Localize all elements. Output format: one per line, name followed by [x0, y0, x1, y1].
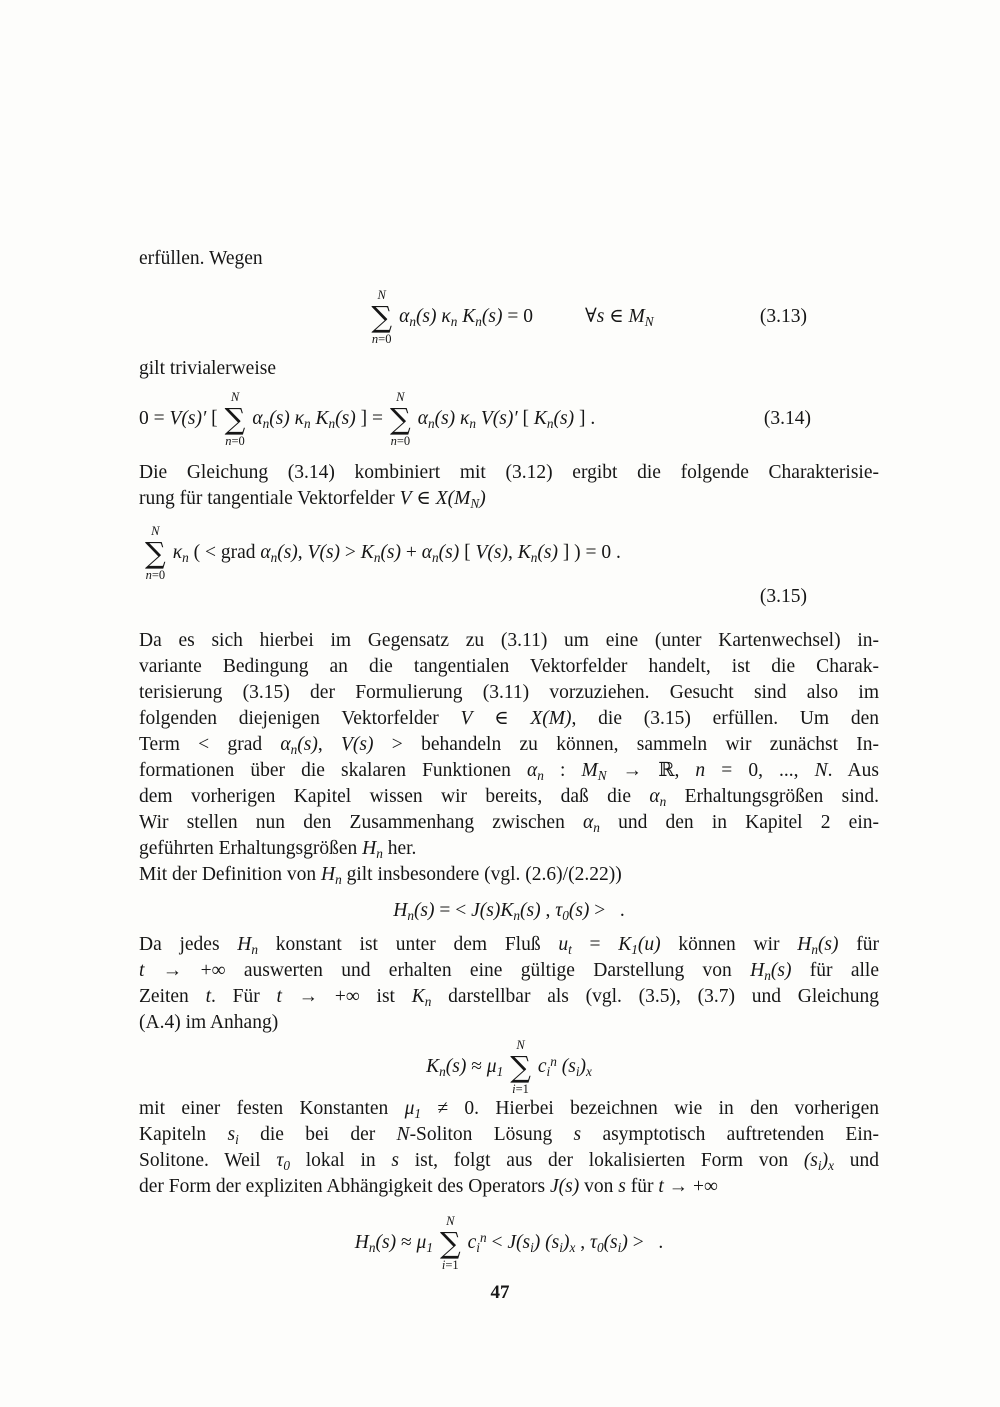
equation-hn-definition: $H_n(s)$ = < $J(s)K_n(s)$ , $\tau_0(s)$ > . — [393, 900, 625, 923]
text-line: formationen über die skalaren Funktionen $\alpha_n$ : $M_N$ → ℝ, n = 0, ..., N. Aus — [139, 760, 879, 783]
text-column — [139, 246, 879, 1272]
equation-part-post: $c_i^n < J(s_i)$ $(s_i)_x$ , $\tau_0(s_i)$ > . — [467, 1230, 664, 1255]
text-line: geführten Erhaltungsgrößen $H_n$ her. — [139, 838, 417, 861]
equation-hn-asymptotic — [139, 1214, 879, 1272]
equation-part-pre: 0 = V(s)′ [ — [139, 408, 218, 429]
sum-lower-limit: n=0 — [390, 434, 411, 448]
equation-label-315: (3.15) — [759, 586, 807, 607]
sum-lower-limit: n=0 — [371, 332, 392, 346]
sum-upper-limit: N — [230, 390, 240, 404]
sum-lower-limit: n=0 — [145, 568, 166, 582]
sum-upper-limit: N — [396, 390, 405, 404]
summation-symbol — [371, 288, 392, 346]
equation-part-mid: $\alpha_n(s)$ $\kappa_n$ $K_n(s)$ ] = — [252, 408, 383, 431]
equation-label-314: (3.14) — [763, 408, 811, 429]
sigma-icon: ∑ — [371, 300, 393, 334]
intro-line: erfüllen. Wegen — [139, 248, 263, 269]
text-line: Solitone. Weil $\tau_0$ lokal in s ist, folgt aus der lokalisierten Form von $(s_i)_x$ und — [139, 1150, 879, 1173]
summation-symbol — [225, 390, 246, 448]
text-line: variante Bedingung an die tangentialen Vektorfelder handelt, ist die Charak- — [139, 656, 879, 677]
sum-upper-limit: N — [516, 1038, 525, 1052]
equation-part-post: $c_i^n$ $(s_i)_x$ — [537, 1054, 592, 1079]
equation-3-15 — [139, 522, 879, 584]
sum-lower-limit: i=1 — [512, 1082, 529, 1096]
text-line: t → +∞ auswerten und erhalten eine gültige Darstellung von $H_n(s)$ für alle — [139, 960, 879, 983]
text-line: der Form der expliziten Abhängigkeit des Operators J(s) von s für t → +∞ — [139, 1176, 718, 1197]
equation-3-14 — [139, 388, 879, 450]
text-line: Zeiten t. Für t → +∞ ist $K_n$ darstellbar als (vgl. (3.5), (3.7) und Gleichung — [139, 986, 879, 1009]
mit-definition-line: Mit der Definition von $H_n$ gilt insbesondere (vgl. (2.6)/(2.22)) — [139, 864, 622, 887]
equation-3-13 — [139, 286, 879, 348]
paragraph-charakterisierung — [139, 460, 879, 512]
text-line: rung für tangentiale Vektorfelder V ∈ $X(M_N)$ — [139, 488, 486, 511]
text-line: Die Gleichung (3.14) kombiniert mit (3.12) ergibt die folgende Charakterisie- — [139, 462, 879, 483]
equation-label-row — [139, 584, 879, 610]
sigma-icon: ∑ — [439, 1226, 461, 1260]
text-line: Da jedes $H_n$ konstant ist unter dem Fluß $u_t = K_1(u)$ können wir $H_n(s)$ für — [139, 934, 879, 957]
quantifier: ∀s ∈ $M_N$ — [584, 306, 654, 329]
sigma-icon: ∑ — [510, 1050, 531, 1084]
text-line: dem vorherigen Kapitel wissen wir bereits, daß die $\alpha_n$ Erhaltungsgrößen sind. — [139, 786, 880, 809]
text-line: mit einer festen Konstanten $\mu_1 \ne 0$. Hierbei bezeichnen wie in den vorherigen — [139, 1098, 880, 1121]
summation-symbol — [145, 524, 166, 582]
sum-lower-limit: i=1 — [441, 1258, 459, 1272]
sum-upper-limit: N — [446, 1214, 455, 1228]
text-line: Da es sich hierbei im Gegensatz zu (3.11) um eine (unter Kartenwechsel) in- — [139, 630, 879, 651]
sigma-icon: ∑ — [224, 402, 246, 436]
sum-lower-limit: n=0 — [225, 434, 245, 448]
gilt-line: gilt trivialerweise — [139, 358, 276, 379]
equation-body: $\alpha_n(s)$ $\kappa_n$ $K_n(s) = 0$ — [399, 306, 533, 329]
text-line: Wir stellen nun den Zusammenhang zwischen $\alpha_n$ und den in Kapitel 2 ein- — [139, 812, 879, 835]
equation-label-313: (3.13) — [759, 306, 807, 327]
text-line: Kapiteln $s_i$ die bei der N-Soliton Lösung s asymptotisch auftretenden Ein- — [139, 1124, 879, 1147]
paragraph-da-jedes-hn — [139, 932, 879, 1036]
summation-symbol — [440, 1214, 461, 1272]
equation-body: $\kappa_n$ ( < grad $\alpha_n(s)$, $V(s) > K_n(s) + \alpha_n(s)$ [ V(s), $K_n(s)$ ] ) = 0 . — [172, 542, 621, 565]
text-line: terisierung (3.15) der Formulierung (3.11) vorzuziehen. Gesucht sind also im — [139, 682, 879, 703]
paragraph-invariante-bedingung — [139, 628, 879, 862]
text-line: (A.4) im Anhang) — [139, 1012, 279, 1033]
summation-symbol — [510, 1038, 531, 1096]
page-number: 47 — [490, 1282, 510, 1303]
sigma-icon: ∑ — [145, 536, 166, 570]
text-line: folgenden diejenigen Vektorfelder V ∈ X(M), die (3.15) erfüllen. Um den — [139, 708, 879, 729]
text-line: Term < grad $\alpha_n(s)$, V(s) > behandeln zu können, sammeln wir zunächst In- — [139, 734, 880, 757]
equation-part-post: $\alpha_n(s)$ $\kappa_n$ V(s)′ [ $K_n(s)$ ] . — [417, 408, 596, 431]
equation-part-pre: $H_n(s) \approx \mu_1$ — [354, 1232, 433, 1255]
equation-part-pre: $K_n(s) \approx \mu_1$ — [426, 1056, 504, 1079]
paragraph-feste-konstante — [139, 1096, 879, 1200]
equation-kn-asymptotic — [139, 1038, 879, 1096]
sigma-icon: ∑ — [390, 402, 411, 436]
sum-upper-limit: N — [377, 288, 386, 302]
sum-upper-limit: N — [151, 524, 160, 538]
summation-symbol — [390, 390, 411, 448]
